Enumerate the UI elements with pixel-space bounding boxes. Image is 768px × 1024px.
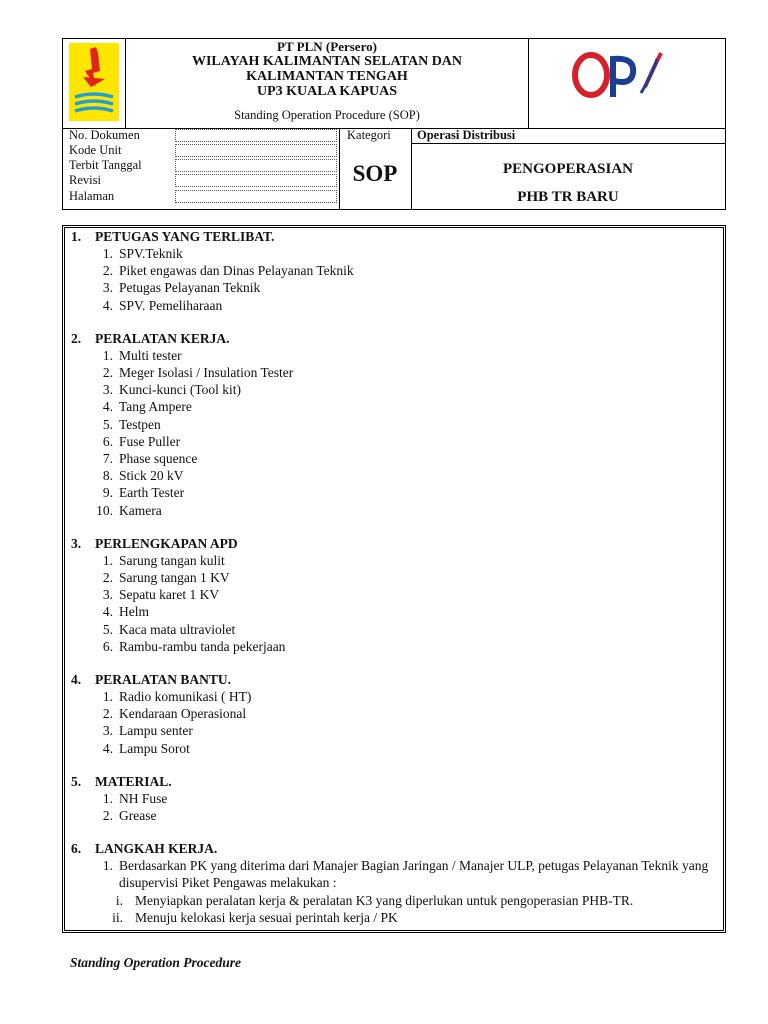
pln-logo-icon xyxy=(69,43,119,121)
section-number: 1. xyxy=(71,229,82,244)
section-title: PERALATAN KERJA. xyxy=(95,330,230,346)
list-item-number: 1. xyxy=(102,689,113,705)
header-divider xyxy=(63,128,725,129)
section-heading xyxy=(71,535,721,552)
list-item xyxy=(71,484,721,501)
section-heading xyxy=(71,773,721,790)
meta-label-terbit-tanggal: Terbit Tanggal xyxy=(69,158,142,172)
sop-header-table xyxy=(62,38,726,210)
section-title: PETUGAS YANG TERLIBAT. xyxy=(95,229,275,244)
list-item xyxy=(71,433,721,450)
list-item-number: 2. xyxy=(102,570,113,586)
opi-logo-cell xyxy=(529,39,725,128)
sub-list-item xyxy=(71,909,721,926)
list-item xyxy=(71,638,721,655)
sop-label: SOP xyxy=(352,161,398,186)
meta-label-revisi: Revisi xyxy=(69,173,101,187)
list-item-text: Testpen xyxy=(119,416,161,432)
list-item-text: Helm xyxy=(119,604,149,620)
list-item-number: 3. xyxy=(102,723,113,739)
list-item-number: 3. xyxy=(102,280,113,296)
section-5 xyxy=(71,773,721,824)
list-item-text: Multi tester xyxy=(119,347,182,363)
list-item-number: 3. xyxy=(102,382,113,398)
list-item-text: Lampu senter xyxy=(119,723,193,739)
list-item-text: Stick 20 kV xyxy=(119,468,184,484)
list-item xyxy=(71,416,721,433)
list-item-text: Lampu Sorot xyxy=(119,740,190,756)
list-item xyxy=(71,502,721,519)
opi-logo-icon xyxy=(569,47,669,105)
region-line-2: KALIMANTAN TENGAH xyxy=(246,69,408,84)
section-1 xyxy=(71,228,721,314)
list-item xyxy=(71,297,721,314)
sub-list-item-text: Menyiapkan peralatan kerja & peralatan K3 yang diperlukan untuk pengoperasian PHB-TR. xyxy=(135,892,634,908)
section-heading xyxy=(71,671,721,688)
list-item xyxy=(71,740,721,757)
sop-content-box xyxy=(62,225,726,933)
list-item-text: Petugas Pelayanan Teknik xyxy=(119,280,261,296)
list-item-number: 4. xyxy=(102,604,113,620)
kategori-divider xyxy=(411,143,725,144)
pln-logo-cell xyxy=(63,39,126,128)
list-item xyxy=(71,279,721,296)
list-item xyxy=(71,569,721,586)
list-item xyxy=(71,857,721,891)
list-item-text: Grease xyxy=(119,808,157,824)
list-item-text: SPV.Teknik xyxy=(119,246,183,261)
list-item-text: Kunci-kunci (Tool kit) xyxy=(119,382,242,398)
list-item-text: Fuse Puller xyxy=(119,433,181,449)
section-title: PERALATAN BANTU. xyxy=(95,672,232,688)
meta-label-halaman: Halaman xyxy=(69,189,115,203)
meta-value-revisi xyxy=(175,174,337,187)
list-item-text: Sarung tangan 1 KV xyxy=(119,570,230,586)
list-item xyxy=(71,364,721,381)
list-item xyxy=(71,603,721,620)
list-item xyxy=(71,586,721,603)
page-footer: Standing Operation Procedure xyxy=(70,955,242,970)
list-item-text: Tang Ampere xyxy=(119,399,192,415)
section-number: 2. xyxy=(71,330,82,346)
list-item-text: Kaca mata ultraviolet xyxy=(119,621,236,637)
list-item-number: 6. xyxy=(102,638,113,654)
list-item-text: Kendaraan Operasional xyxy=(119,706,247,722)
list-item-number: 4. xyxy=(102,740,113,756)
list-item-text: Phase squence xyxy=(119,451,198,467)
list-item-number: 5. xyxy=(102,621,113,637)
section-3 xyxy=(71,535,721,655)
region-line-1: WILAYAH KALIMANTAN SELATAN DAN xyxy=(191,54,463,69)
procedure-line-2: PHB TR BARU xyxy=(517,189,619,205)
section-number: 3. xyxy=(71,535,82,551)
list-item-number: 6. xyxy=(102,433,113,449)
section-title: MATERIAL. xyxy=(95,773,172,789)
section-title: PERLENGKAPAN APD xyxy=(95,535,238,551)
list-item xyxy=(71,807,721,824)
list-item-text: Rambu-rambu tanda pekerjaan xyxy=(119,638,286,654)
list-item xyxy=(71,790,721,807)
meta-value-halaman xyxy=(175,190,337,203)
meta-value-terbit-tanggal xyxy=(175,159,337,172)
meta-label-kode-unit: Kode Unit xyxy=(69,143,122,157)
content-inner-border xyxy=(64,227,724,931)
list-item xyxy=(71,722,721,739)
section-title: LANGKAH KERJA. xyxy=(95,841,218,857)
list-item xyxy=(71,705,721,722)
list-item-number: 4. xyxy=(102,297,113,313)
list-item xyxy=(71,467,721,484)
list-item-text: NH Fuse xyxy=(119,790,168,806)
list-item-number: 9. xyxy=(102,485,113,501)
section-4 xyxy=(71,671,721,757)
list-item xyxy=(71,552,721,569)
sub-list-item xyxy=(71,892,721,909)
section-number: 5. xyxy=(71,773,82,789)
list-item xyxy=(71,381,721,398)
list-item-number: 2. xyxy=(102,706,113,722)
list-item-number: 1. xyxy=(102,246,113,261)
header-title-cell xyxy=(126,39,529,128)
procedure-line-1: PENGOPERASIAN xyxy=(502,161,633,177)
section-heading xyxy=(71,840,721,857)
list-item-number: 5. xyxy=(102,416,113,432)
meta-label-no-dokumen: No. Dokumen xyxy=(69,128,140,142)
list-item-number: 2. xyxy=(102,263,113,279)
section-heading xyxy=(71,330,721,347)
section-6 xyxy=(71,840,721,926)
section-2 xyxy=(71,330,721,519)
list-item xyxy=(71,245,721,262)
sub-list-item-number: ii. xyxy=(112,909,123,925)
list-item-number: 1. xyxy=(102,858,113,874)
list-item xyxy=(71,450,721,467)
list-item-number: 3. xyxy=(102,587,113,603)
list-item-text: Kamera xyxy=(119,502,162,518)
list-item-number: 2. xyxy=(102,808,113,824)
section-number: 6. xyxy=(71,841,82,857)
unit-name: UP3 KUALA KAPUAS xyxy=(256,84,397,99)
section-heading xyxy=(71,228,721,245)
meta-value-no-dokumen xyxy=(175,129,337,142)
list-item-text: SPV. Pemeliharaan xyxy=(119,297,223,313)
procedure-name xyxy=(411,155,725,211)
document-type: Standing Operation Procedure (SOP) xyxy=(234,108,420,122)
meta-value-kode-unit xyxy=(175,144,337,157)
list-item-text: Sepatu karet 1 KV xyxy=(119,587,220,603)
list-item-number: 2. xyxy=(102,365,113,381)
list-item-number: 10. xyxy=(96,502,113,518)
list-item-number: 1. xyxy=(102,790,113,806)
list-item xyxy=(71,347,721,364)
sub-list-item-text: Menuju kelokasi kerja sesuai perintah kerja / PK xyxy=(135,909,398,925)
list-item-number: 7. xyxy=(102,451,113,467)
company-name: PT PLN (Persero) xyxy=(277,39,377,54)
list-item xyxy=(71,621,721,638)
kategori-value: Operasi Distribusi xyxy=(417,128,516,142)
section-number: 4. xyxy=(71,672,82,688)
list-item-number: 1. xyxy=(102,552,113,568)
list-item-text: Meger Isolasi / Insulation Tester xyxy=(119,365,294,381)
list-item xyxy=(71,262,721,279)
list-item-number: 1. xyxy=(102,347,113,363)
list-item xyxy=(71,398,721,415)
sub-list-item-number: i. xyxy=(115,892,123,908)
list-item xyxy=(71,688,721,705)
list-item-number: 4. xyxy=(102,399,113,415)
sop-body xyxy=(71,228,721,942)
kategori-label: Kategori xyxy=(347,128,391,142)
list-item-text: Radio komunikasi ( HT) xyxy=(119,689,252,705)
list-item-text: Sarung tangan kulit xyxy=(119,552,225,568)
list-item-number: 8. xyxy=(102,468,113,484)
list-item-text: Piket engawas dan Dinas Pelayanan Teknik xyxy=(119,263,354,279)
list-item-text: Berdasarkan PK yang diterima dari Manajer Bagian Jaringan / Manajer ULP, petugas Pelayanan Teknik yang disupervisi Piket Pengawas melakukan : xyxy=(119,858,709,891)
list-item-text: Earth Tester xyxy=(119,485,185,501)
